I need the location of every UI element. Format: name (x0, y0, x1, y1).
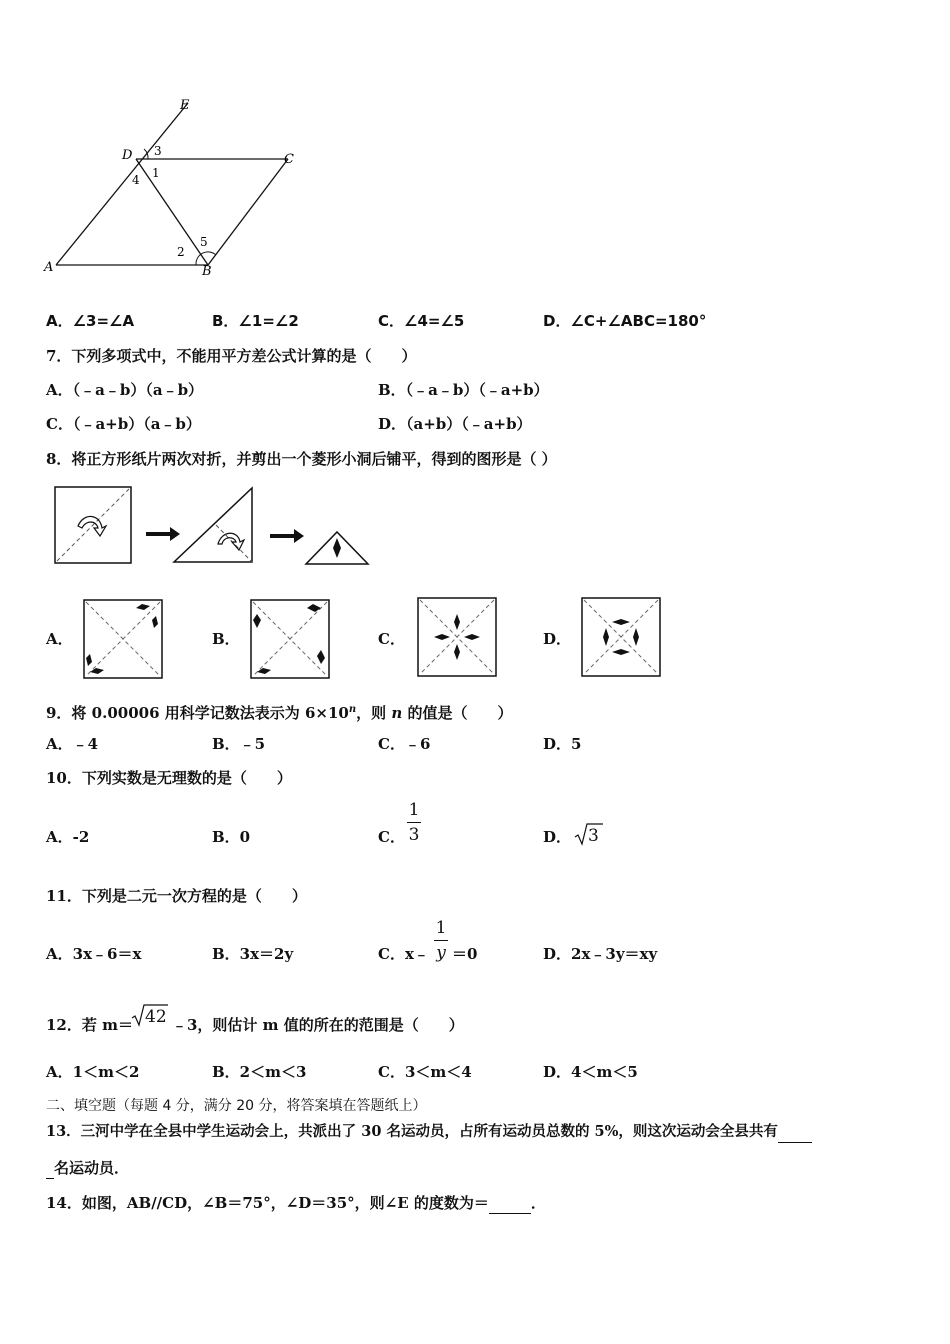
line-DB (136, 159, 208, 265)
q9-stem-post: 的值是（ ） (402, 704, 513, 722)
q10-option-a: A．-2 (46, 828, 90, 846)
q9-exponent: n (348, 704, 357, 715)
label-3: 3 (154, 144, 162, 158)
q10-stem: 10．下列实数是无理数的是（ ） (46, 769, 292, 787)
fold-diagonal (57, 489, 129, 561)
q11-option-c-post: ＝0 (452, 945, 478, 963)
q9-option-d: D．5 (543, 735, 582, 753)
q14-stem (46, 1193, 546, 1214)
q6-option-b: B．∠1=∠2 (212, 312, 299, 330)
q13-text-2: 名运动员． (54, 1159, 130, 1177)
q7-option-d: D．（a+b）（﹣a+b） (378, 415, 532, 433)
q11-option-b: B．3x＝2y (212, 945, 294, 963)
q13-answer-blank-cont[interactable] (46, 1158, 54, 1179)
q12-radicand: 42 (145, 1007, 167, 1027)
q12-stem-post: ﹣3，则估计 m 值的所在的范围是（ ） (172, 1016, 464, 1034)
q7-option-a: A．（﹣a﹣b）（a﹣b） (46, 381, 204, 399)
q10-frac-num: 1 (408, 800, 420, 820)
q11-option-c-pre: C．x﹣ (378, 945, 429, 963)
q12-stem-pre: 12．若 m＝ (46, 1016, 133, 1034)
q12-option-a: A．1＜m＜2 (46, 1063, 140, 1081)
q11-stem: 11．下列是二元一次方程的是（ ） (46, 887, 307, 905)
q8-option-c-letter: C． (378, 630, 405, 648)
q9-stem (46, 700, 513, 723)
label-B: B (202, 264, 212, 279)
label-E: E (180, 98, 190, 113)
q11-option-a: A．3x﹣6＝x (46, 945, 142, 963)
q13-line-1 (46, 1122, 812, 1143)
q10-option-c-fraction (402, 800, 426, 845)
fold-arrow-icon-2 (218, 533, 244, 550)
q6-geometry-figure (40, 95, 320, 285)
label-5: 5 (200, 235, 208, 249)
q6-option-a: A．∠3=∠A (46, 312, 135, 330)
rhombus-hole (333, 538, 341, 558)
label-C: C (284, 152, 294, 167)
label-2: 2 (177, 245, 185, 259)
q9-option-b: B．﹣5 (212, 735, 266, 753)
q10-frac-den: 3 (408, 825, 420, 845)
line-BC (208, 159, 288, 265)
q14-text-post: ． (530, 1194, 546, 1212)
q8-option-d-figure (580, 596, 662, 678)
q8-stem: 8．将正方形纸片两次对折，并剪出一个菱形小洞后铺平，得到的图形是（ ） (46, 450, 557, 468)
q9-stem-pre: 9．将 0.00006 用科学记数法表示为 6×10 (46, 704, 349, 722)
q9-option-c: C．﹣6 (378, 735, 431, 753)
label-4: 4 (132, 173, 140, 187)
q8-folding-process-figure (50, 482, 380, 568)
q13-text-1: 13．三河中学在全县中学生运动会上，共派出了 30 名运动员，占所有运动员总数的 5%，则这次运动会全县共有 (46, 1123, 778, 1140)
q6-option-c: C．∠4=∠5 (378, 312, 465, 330)
q8-option-c-figure (416, 596, 498, 678)
q14-answer-blank[interactable] (489, 1193, 531, 1214)
label-D: D (122, 148, 133, 163)
q11-option-d: D．2x﹣3y＝xy (543, 945, 658, 963)
right-arrow-icon-2 (270, 529, 304, 543)
q12-option-b: B．2＜m＜3 (212, 1063, 307, 1081)
q7-option-c: C．（﹣a+b）（a﹣b） (46, 415, 201, 433)
section-2-heading: 二、填空题（每题 4 分，满分 20 分，将答案填在答题纸上） (46, 1098, 427, 1114)
q7-option-b: B．（﹣a﹣b）（﹣a+b） (378, 381, 549, 399)
label-A: A (44, 260, 54, 275)
q13-line-2 (46, 1158, 129, 1179)
q8-option-b-letter: B． (212, 630, 240, 648)
q11-option-c-fraction (430, 918, 452, 963)
q12-option-c: C．3＜m＜4 (378, 1063, 472, 1081)
q11-frac-num: 1 (435, 918, 447, 938)
q10-option-d-letter: D． (543, 828, 572, 846)
q8-option-a-figure (82, 598, 164, 680)
line-AE (56, 103, 188, 265)
q11-frac-den: y (436, 943, 446, 963)
q14-text-pre: 14．如图，AB//CD，∠B＝75°，∠D＝35°，则∠E 的度数为＝ (46, 1194, 489, 1212)
right-arrow-icon (146, 527, 180, 541)
q7-stem: 7．下列多项式中，不能用平方差公式计算的是（ ） (46, 347, 417, 365)
q10-option-d-radicand: 3 (588, 826, 599, 846)
q13-answer-blank[interactable] (778, 1122, 812, 1143)
q8-option-a-letter: A． (46, 630, 73, 648)
q12-option-d: D．4＜m＜5 (543, 1063, 638, 1081)
q9-var: n (391, 704, 403, 722)
q6-option-d: D．∠C+∠ABC=180° (543, 312, 707, 330)
q9-stem-mid: ，则 (356, 704, 392, 722)
label-1: 1 (152, 166, 160, 180)
q10-option-c-letter: C． (378, 828, 405, 846)
q9-option-a: A．﹣4 (46, 735, 99, 753)
q8-option-b-figure (249, 598, 331, 680)
folded-triangle (174, 488, 252, 562)
q10-option-b: B．0 (212, 828, 251, 846)
q8-option-d-letter: D． (543, 630, 572, 648)
